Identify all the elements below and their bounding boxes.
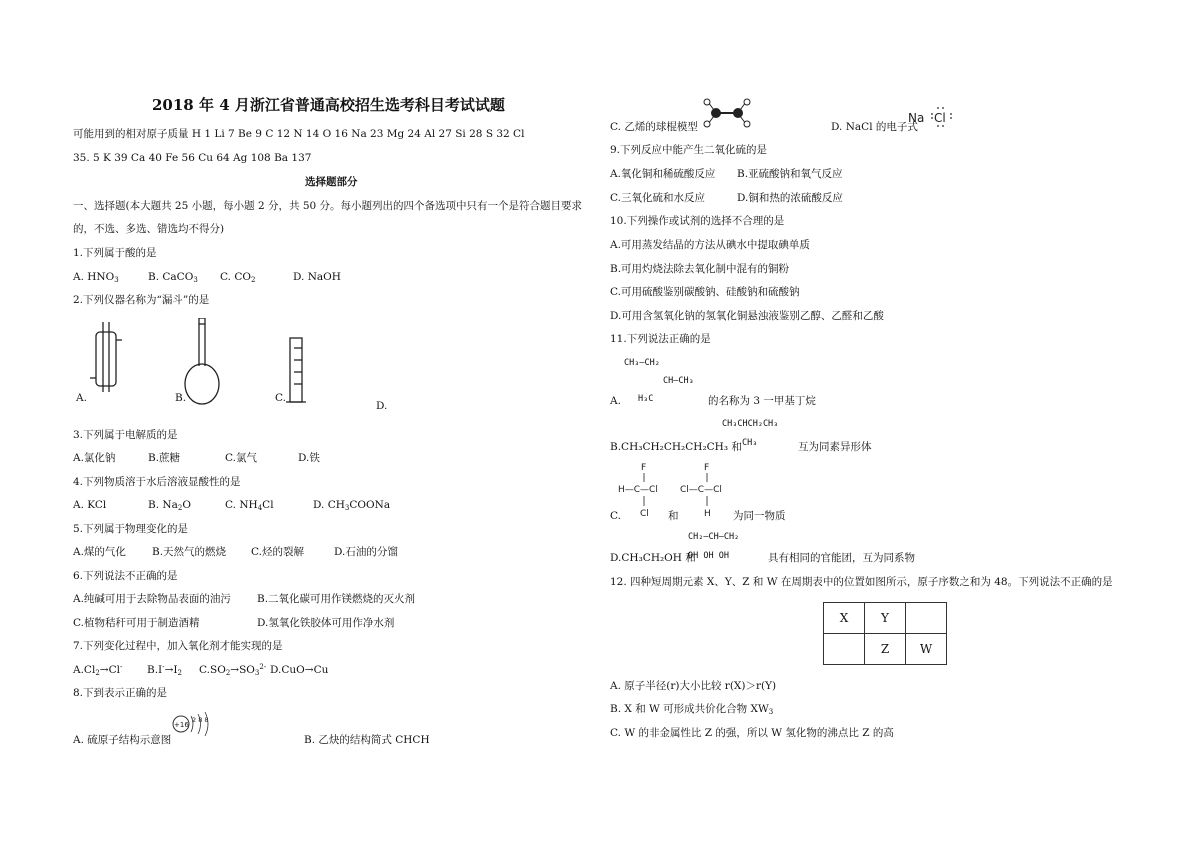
q3-option-d: D.铁 xyxy=(298,452,320,464)
q8-stem: 8.下到表示正确的是 xyxy=(73,687,168,699)
svg-text:F: F xyxy=(704,463,710,473)
page-title: 2018 年 4 月浙江省普通高校招生选考科目考试试题 xyxy=(152,96,505,114)
q5-stem: 5.下列属于物理变化的是 xyxy=(73,523,189,535)
grid-cell xyxy=(824,634,865,665)
q12-option-c: C. W 的非金属性比 Z 的强，所以 W 氢化物的沸点比 Z 的高 xyxy=(610,727,894,739)
q8-option-c: C. 乙烯的球棍模型 xyxy=(610,121,698,133)
q7-option-c: $C.SO_2\to SO_3^{2-}$ xyxy=(199,663,267,677)
q8-option-b: B. 乙炔的结构简式 CHCH xyxy=(304,734,430,746)
q2-label-c: C. xyxy=(275,392,286,404)
q1-option-a: A. $HNO_3$ xyxy=(73,271,119,284)
q12-option-b: B. X 和 W 可形成共价化合物 $XW_3$ xyxy=(610,703,774,716)
q9-option-b: B.亚硫酸钠和氧气反应 xyxy=(737,168,843,180)
q12-option-a: A. 原子半径(r)大小比较 r(X)＞r(Y) xyxy=(610,680,777,692)
q1-option-c: C. $CO_2$ xyxy=(220,271,256,284)
q9-option-d: D.铜和热的浓硫酸反应 xyxy=(737,192,843,204)
ethylene-ball-stick-model-icon xyxy=(702,98,752,128)
q11-option-d: D.CH₃CH₂OH 和 xyxy=(610,552,696,564)
q6-option-c: C.植物秸秆可用于制造酒精 xyxy=(73,617,200,629)
svg-text:H—C—Cl: H—C—Cl xyxy=(618,485,658,495)
svg-text:Cl—C—Cl: Cl—C—Cl xyxy=(680,485,722,495)
q7-option-b: $B.I^-\to I_2$ xyxy=(147,663,182,677)
q11-option-d-text: 具有相同的官能团，互为同系物 xyxy=(768,552,915,564)
q7-option-d: D.CuO→Cu xyxy=(270,664,329,676)
q8-option-a: A. 硫原子结构示意图 xyxy=(73,734,172,746)
condenser-icon xyxy=(90,322,122,392)
atomic-masses-line1: 可能用到的相对原子质量 H 1 Li 7 Be 9 C 12 N 14 O 16 Na 23 Mg 24 Al 27 Si 28 S 32 Cl xyxy=(73,128,525,140)
svg-text:H: H xyxy=(704,509,711,519)
q11-d-structure-line1: CH₂—CH—CH₂ xyxy=(688,532,740,542)
q10-option-b: B.可用灼烧法除去氧化制中混有的铜粉 xyxy=(610,263,790,275)
q5-option-b: B.天然气的燃烧 xyxy=(152,546,227,558)
q11-stem: 11.下列说法正确的是 xyxy=(610,333,711,345)
q11-option-a: A. xyxy=(610,395,621,407)
q11-b-structure-line1: CH₃CHCH₂CH₃ xyxy=(722,419,779,429)
q2-label-b: B. xyxy=(175,392,187,404)
q1-stem: 1.下列属于酸的是 xyxy=(73,247,157,259)
q2-apparatus-images xyxy=(76,318,376,418)
q4-option-d: D. $CH_3COONa$ xyxy=(313,499,391,512)
periodic-table-grid xyxy=(823,602,947,665)
nacl-electron-formula-icon xyxy=(908,104,954,130)
svg-text:+16: +16 xyxy=(174,721,189,729)
instructions-line2: 的，不选、多选、错选均不得分) xyxy=(73,223,225,235)
svg-text:Cl: Cl xyxy=(640,509,649,519)
q7-option-a: $A.Cl_2\to Cl^-$ xyxy=(73,663,123,677)
grid-cell: Y xyxy=(865,603,906,634)
q4-option-b: B. $Na_2O$ xyxy=(148,499,191,512)
q3-option-b: B.蔗糖 xyxy=(148,452,181,464)
graduated-cylinder-icon xyxy=(286,338,306,402)
q11-b-structure-line2: CH₃ xyxy=(742,438,758,448)
q4-option-a: A. KCl xyxy=(73,499,107,511)
q11-option-c: C. xyxy=(610,510,621,522)
svg-text:F: F xyxy=(641,463,647,473)
q10-option-d: D.可用含氢氧化钠的氢氧化铜悬浊液鉴别乙醇、乙醛和乙酸 xyxy=(610,310,884,322)
q10-option-c: C.可用硫酸鉴别碳酸钠、硅酸钠和硫酸钠 xyxy=(610,286,800,298)
q11-a-structure-line3: H₃C xyxy=(638,394,654,404)
q11-option-b: B.CH₃CH₂CH₂CH₂CH₃ 和 xyxy=(610,441,742,453)
q2-label-a: A. xyxy=(76,392,87,404)
q11-option-c-text: 为同一物质 xyxy=(733,510,786,522)
q6-stem: 6.下列说法不正确的是 xyxy=(73,570,178,582)
sulfur-atom-diagram-icon xyxy=(171,710,215,744)
q9-option-c: C.三氧化硫和水反应 xyxy=(610,192,705,204)
q11-a-structure-line2: CH—CH₃ xyxy=(663,376,694,386)
grid-cell: Z xyxy=(865,634,906,665)
q6-option-d: D.氢氧化铁胶体可用作净水剂 xyxy=(257,617,395,629)
q12-stem: 12. 四种短周期元素 X、Y、Z 和 W 在周期表中的位置如图所示，原子序数之和为 48。下列说法不正确的是 xyxy=(610,576,1113,588)
atomic-masses-line2: 35. 5 K 39 Ca 40 Fe 56 Cu 64 Ag 108 Ba 137 xyxy=(73,152,312,164)
q9-option-a: A.氧化铜和稀硫酸反应 xyxy=(610,168,716,180)
grid-row xyxy=(824,603,947,634)
grid-cell: W xyxy=(906,634,947,665)
q3-stem: 3.下列属于电解质的是 xyxy=(73,429,178,441)
q11-option-a-text: 的名称为 3 一甲基丁烷 xyxy=(708,395,816,407)
q5-option-d: D.石油的分馏 xyxy=(334,546,398,558)
instructions-line1: 一、选择题(本大题共 25 小题，每小题 2 分，共 50 分。每小题列出的四个备选项中只有一个是符合题目要求 xyxy=(73,200,583,212)
q4-option-c: C. $NH_4Cl$ xyxy=(225,499,274,512)
volumetric-flask-icon xyxy=(185,318,219,404)
grid-cell xyxy=(906,603,947,634)
q1-option-d: D. NaOH xyxy=(293,271,341,283)
q3-option-a: A.氯化钠 xyxy=(73,452,116,464)
q10-stem: 10.下列操作或试剂的选择不合理的是 xyxy=(610,215,785,227)
svg-text:Cl: Cl xyxy=(934,111,946,125)
svg-text:Na: Na xyxy=(908,111,925,125)
svg-text:2 8 8: 2 8 8 xyxy=(192,716,209,724)
q5-option-c: C.烃的裂解 xyxy=(251,546,304,558)
q11-d-structure-line2: OH OH OH xyxy=(688,551,729,561)
grid-row xyxy=(824,634,947,665)
q10-option-a: A.可用蒸发结晶的方法从碘水中提取碘单质 xyxy=(610,239,810,251)
q11-option-b-text: 互为同素异形体 xyxy=(798,441,872,453)
q5-option-a: A.煤的气化 xyxy=(73,546,126,558)
q2-label-d: D. xyxy=(376,400,388,412)
q3-option-c: C.氯气 xyxy=(225,452,257,464)
q4-stem: 4.下列物质溶于水后溶液显酸性的是 xyxy=(73,476,241,488)
q8-option-d: D. NaCl 的电子式 xyxy=(831,121,918,133)
grid-cell: X xyxy=(824,603,865,634)
q11-option-c-and: 和 xyxy=(668,510,679,522)
q2-stem: 2.下列仪器名称为“漏斗”的是 xyxy=(73,294,210,306)
q11-a-structure-line1: CH₃—CH₂ xyxy=(624,358,660,368)
section-title: 选择题部分 xyxy=(305,176,358,188)
q6-option-b: B.二氧化碳可用作镁燃烧的灭火剂 xyxy=(257,593,416,605)
q1-option-b: B. CaCO$_3$ xyxy=(148,271,198,284)
q9-stem: 9.下列反应中能产生二氧化硫的是 xyxy=(610,144,768,156)
q7-stem: 7.下列变化过程中，加入氧化剂才能实现的是 xyxy=(73,640,283,652)
q6-option-a: A.纯碱可用于去除物品表面的油污 xyxy=(73,593,231,605)
